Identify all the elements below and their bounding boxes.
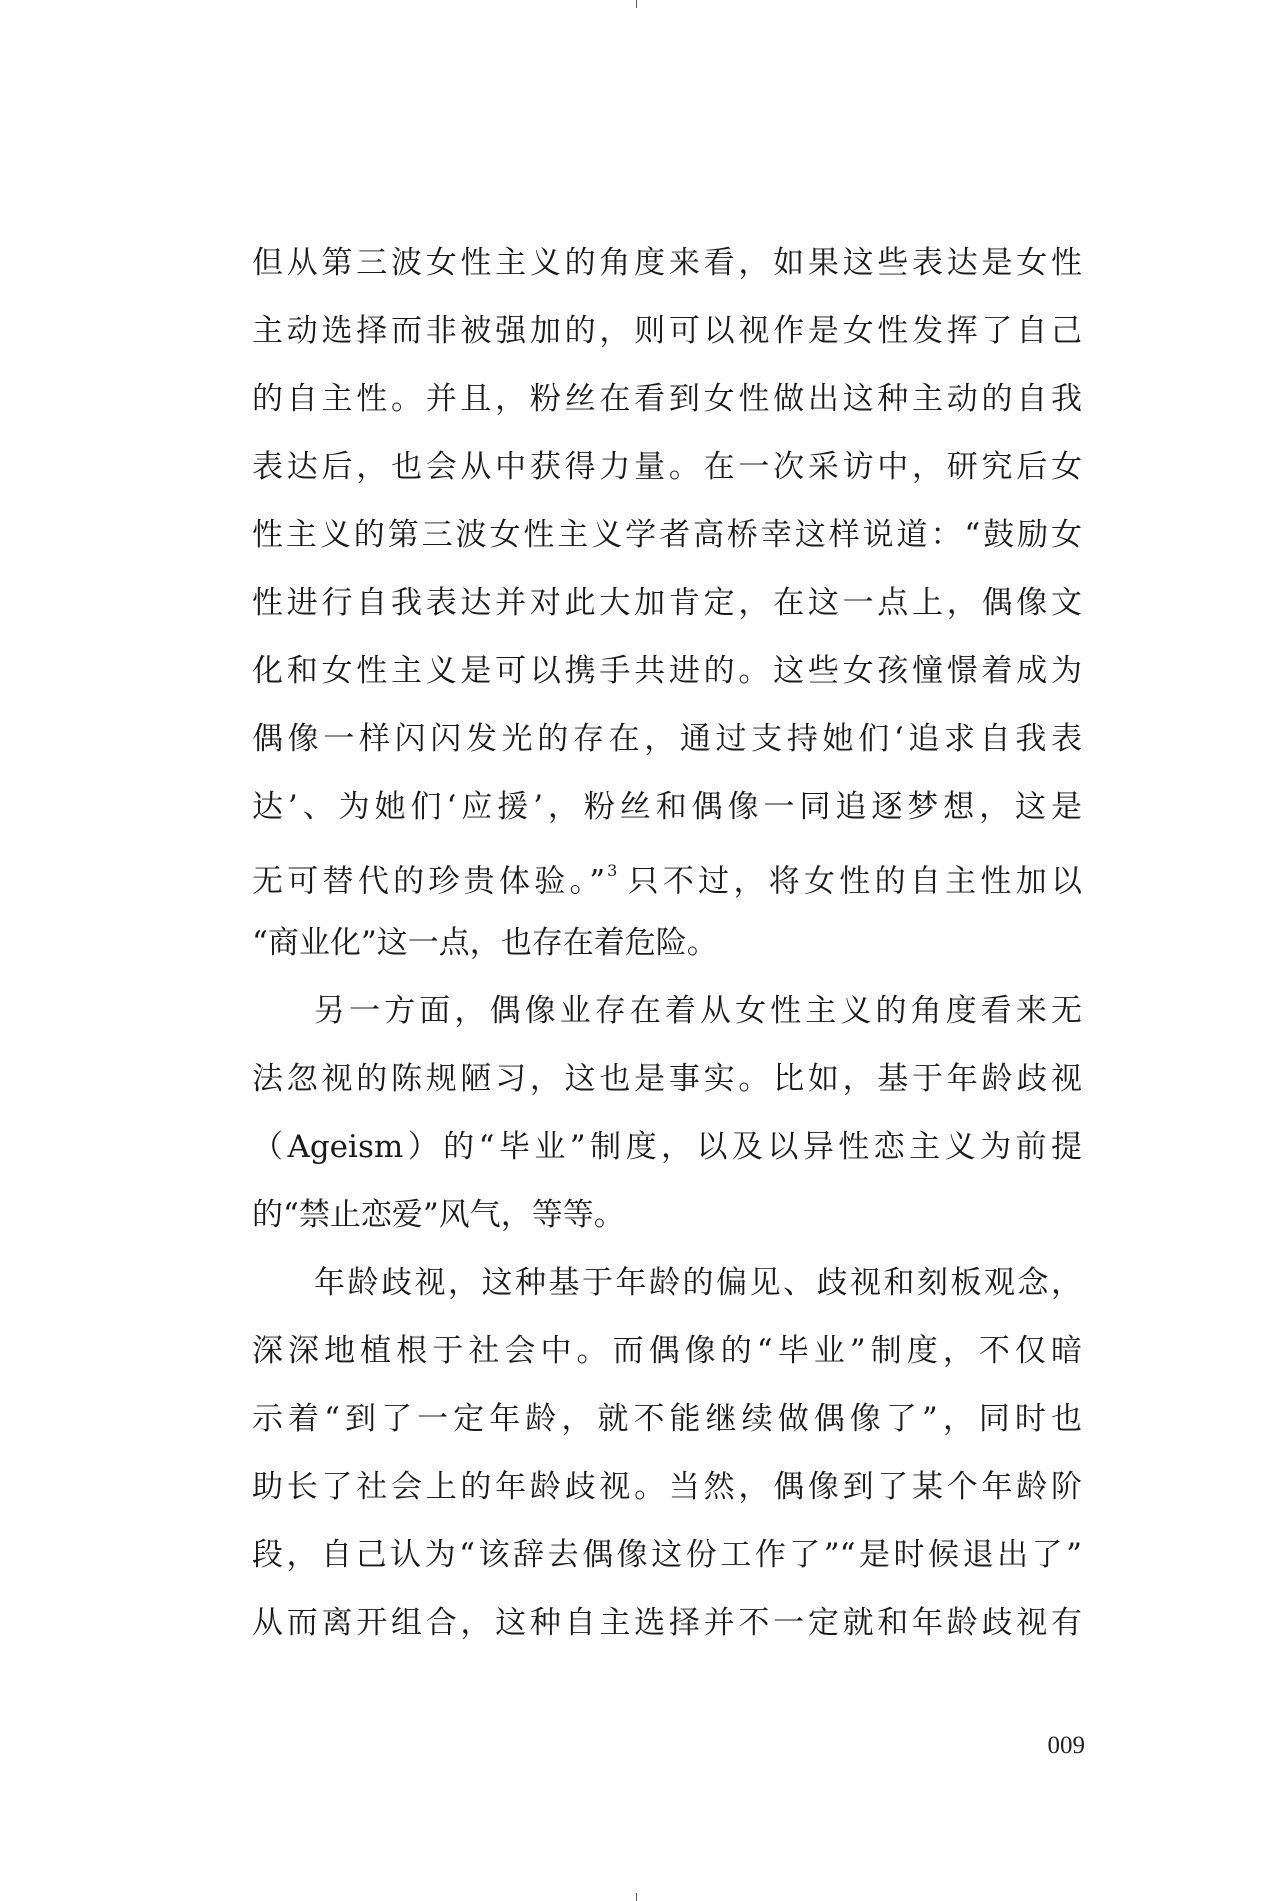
text-line: 主动选择而非被强加的，则可以视作是女性发挥了自己	[252, 313, 1082, 349]
page-number: 009	[1047, 1732, 1085, 1759]
text-line: 法忽视的陈规陋习，这也是事实。比如，基于年龄歧视	[252, 1061, 1082, 1097]
text-line: （Ageism）的“毕业”制度，以及以异性恋主义为前提	[252, 1129, 1082, 1165]
text-line: 表达后，也会从中获得力量。在一次采访中，研究后女	[252, 449, 1082, 485]
text-line: 从而离开组合，这种自主选择并不一定就和年龄歧视有	[252, 1605, 1082, 1641]
text-line: 助长了社会上的年龄歧视。当然，偶像到了某个年龄阶	[252, 1469, 1082, 1505]
footnote-line-before: 无可替代的珍贵体验。”	[252, 863, 606, 900]
text-line: 的自主性。并且，粉丝在看到女性做出这种主动的自我	[252, 381, 1082, 417]
body-text	[252, 237, 1082, 1665]
text-line: 偶像一样闪闪发光的存在，通过支持她们‘追求自我表	[252, 721, 1082, 757]
text-line: 段，自己认为“该辞去偶像这份工作了”“是时候退出了”	[252, 1537, 1082, 1573]
text-line: “商业化”这一点，也存在着危险。	[252, 925, 718, 961]
text-line: 示着“到了一定年龄，就不能继续做偶像了”，同时也	[252, 1401, 1082, 1437]
text-line: 但从第三波女性主义的角度来看，如果这些表达是女性	[252, 245, 1082, 281]
text-line: 达’、为她们‘应援’，粉丝和偶像一同追逐梦想，这是	[252, 789, 1082, 825]
text-line: 性主义的第三波女性主义学者高桥幸这样说道：“鼓励女	[252, 517, 1082, 553]
text-line: 化和女性主义是可以携手共进的。这些女孩憧憬着成为	[252, 653, 1082, 689]
paragraph-first-line: 年龄歧视，这种基于年龄的偏见、歧视和刻板观念，	[314, 1265, 1082, 1301]
footnote-marker: 3	[607, 861, 618, 880]
text-line: 性进行自我表达并对此大加肯定，在这一点上，偶像文	[252, 585, 1082, 621]
paragraph-first-line: 另一方面，偶像业存在着从女性主义的角度看来无	[314, 993, 1082, 1029]
text-line-with-footnote	[252, 849, 1082, 917]
footnote-line-after: 只不过，将女性的自主性加以	[623, 863, 1082, 900]
text-line: 的“禁止恋爱”风气，等等。	[252, 1197, 625, 1233]
text-line: 深深地植根于社会中。而偶像的“毕业”制度，不仅暗	[252, 1333, 1082, 1369]
crop-mark-top	[636, 0, 637, 8]
